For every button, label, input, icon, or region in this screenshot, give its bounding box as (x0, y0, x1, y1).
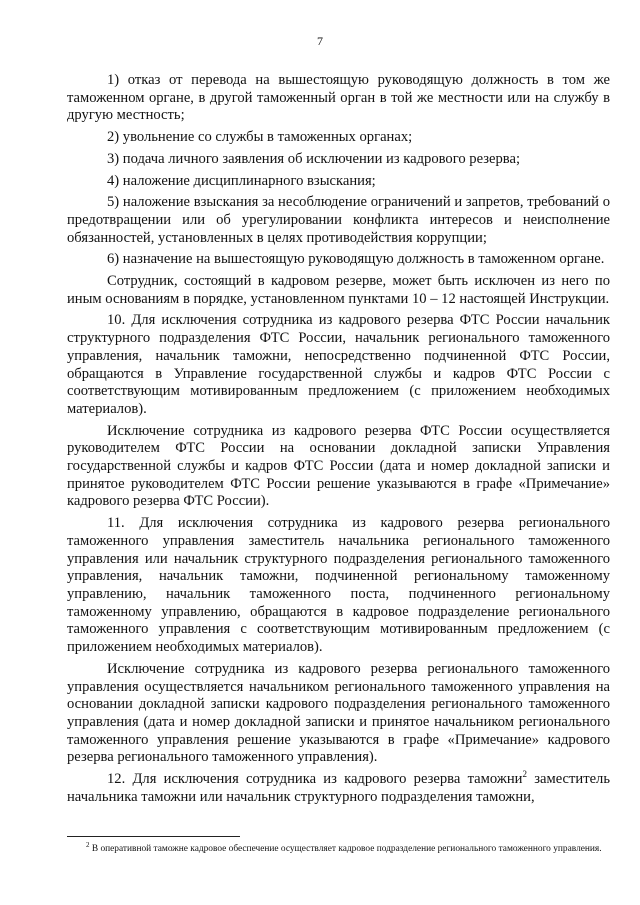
list-item-2: 2) увольнение со службы в таможенных органах; (107, 129, 413, 146)
list-item-3: 3) подача личного заявления об исключении из кадрового резерва; (107, 150, 521, 167)
footnote-mark: 2 (86, 840, 90, 849)
paragraph-11: 11. Для исключения сотрудника из кадрового резерва регионального таможенного управления заместитель начальника регионального таможенного управления или начальник структурного подразделения регионального таможенного управления, начальник таможни, подчиненной региональному таможенному управлению, начальник таможенного поста, подчиненного региональному таможенному управлению, обращаются в кадровое подразделение регионального таможенного управления с соответствующим мотивированным предложением (с приложением необходимых материалов). (67, 515, 610, 656)
paragraph-11-exclusion: Исключение сотрудника из кадрового резерва регионального таможенного управления осуществляется начальником регионального таможенного управления на основании докладной записки кадрового подразделения регионального таможенного управления (дата и номер докладной записки и принятое начальником регионального таможенного управления решение указываются в графе «Примечание» кадрового резерва регионального таможенного управления). (67, 660, 610, 766)
paragraph-12 (67, 771, 610, 806)
paragraph-12-start: 12. Для исключения сотрудника из кадрового резерва таможни (107, 771, 523, 788)
paragraph-10-exclusion: Исключение сотрудника из кадрового резерва ФТС России осуществляется руководителем ФТС России на основании докладной записки Управления государственной службы и кадров ФТС России (дата и номер докладной записки и принятое руководителем ФТС России решение указываются в графе «Примечание» кадрового резерва ФТС России). (67, 422, 610, 510)
list-item-5: 5) наложение взыскания за несоблюдение ограничений и запретов, требований о предотвращении или об урегулировании конфликта интересов и неисполнение обязанностей, установленных в целях противодействия коррупции; (67, 194, 610, 246)
page-number: 7 (317, 34, 323, 48)
list-item-6: 6) назначение на вышестоящую руководящую должность в таможенном органе. (107, 251, 605, 268)
footnote-paragraph (67, 840, 610, 856)
footnote-reference: 2 (522, 769, 527, 780)
list-item-1: 1) отказ от перевода на вышестоящую руководящую должность в том же таможенном органе, в другой таможенный орган в той же местности или на службу в другую местность; (67, 72, 610, 124)
list-item-4: 4) наложение дисциплинарного взыскания; (107, 172, 376, 189)
paragraph-10: 10. Для исключения сотрудника из кадрового резерва ФТС России начальник структурного подразделения ФТС России, начальник регионального таможенного управления, начальник таможни, непосредственно подчиненной ФТС России, обращаются в Управление государственной службы и кадров ФТС России с соответствующим мотивированным предложением (с приложением необходимых материалов). (67, 312, 610, 417)
paragraph-12-end: заместитель начальника таможни или начальник структурного подразделения таможни, (67, 771, 610, 805)
document-body (67, 72, 610, 806)
paragraph-other-grounds: Сотрудник, состоящий в кадровом резерве, может быть исключен из него по иным основаниям в порядке, установленном пунктами 10 – 12 настоящей Инструкции. (67, 273, 610, 307)
footnote-text: В оперативной таможне кадровое обеспечение осуществляет кадровое подразделение регионального таможенного управления. (89, 844, 602, 854)
footnote-divider (67, 836, 240, 837)
footnote (67, 840, 610, 856)
